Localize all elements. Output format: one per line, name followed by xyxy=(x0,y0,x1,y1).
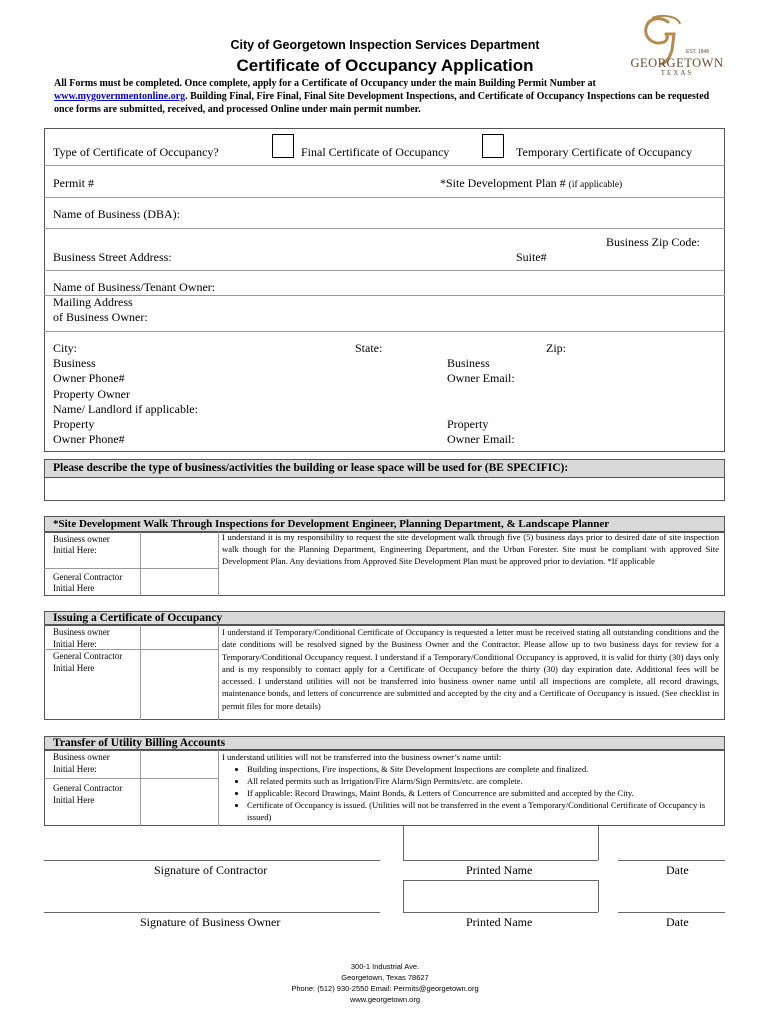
utility-bullet: • Building inspections, Fire inspections, & Site Development Inspections are complete and finalized. xyxy=(247,763,719,775)
property-phone-label-1: Property xyxy=(53,417,95,431)
describe-heading: Please describe the type of business/activities the building or lease space will be used for (BE SPECIFIC): xyxy=(53,462,569,474)
instructions xyxy=(54,77,714,116)
issuing-heading: Issuing a Certificate of Occupancy xyxy=(53,612,223,624)
temp-co-label: Temporary Certificate of Occupancy xyxy=(516,145,693,159)
walk-text: I understand it is my responsibility to request the site development walk through five (5) business days prior to desired date of site inspection walk though for the Planning Department, Engineering Department, and the Urban Forester. Site must be compliant with approved Site Development Plan. Any deviations from Approved Site Development Plan must be approved prior to deviation. *If applicable xyxy=(222,532,719,566)
owner-date-line[interactable] xyxy=(618,912,725,913)
mygov-link[interactable]: www.mygovernmentonline.org xyxy=(54,91,186,102)
utility-gc-label-1: General Contractor xyxy=(53,783,123,793)
utility-owner-initial-field[interactable] xyxy=(141,751,217,777)
property-phone-field[interactable]: Owner Phone# xyxy=(53,432,125,446)
final-co-label: Final Certificate of Occupancy xyxy=(301,145,450,159)
issuing-text: I understand if Temporary/Conditional Certificate of Occupancy is requested a letter must be received stating all outstanding conditions and the date conditions will be resolved signed by the Business Owner and the Contractor. Please allow up to two business days for review for a Temporary/Conditional Occupancy request. I understand if a Temporary/Conditional Occupancy is approved, it is valid for thirty (30) days only and is my responsibly to contact apply for a Certificate of Occupancy before the thirty (30) day expiration date. Additional fees will be accessed. I understand utilities will not be transferred into business owner name until all inspections are complete, all record drawings, maintenance bonds, and letters of concurrence are submitted and accepted by the city and a Certificate of Occupancy is issued. (See checklist in permit files for more details) xyxy=(222,627,719,711)
issuing-owner-initial-field[interactable] xyxy=(141,626,217,648)
property-owner-label-1: Property Owner xyxy=(53,387,130,401)
issuing-owner-label-1: Business owner xyxy=(53,627,110,637)
utility-intro: I understand utilities will not be transferred into the business owner’s name until: xyxy=(222,752,502,762)
site-plan-label: *Site Development Plan # xyxy=(440,176,566,190)
property-email-label-1: Property xyxy=(447,417,489,431)
mailing-address-label-1: Mailing Address xyxy=(53,295,133,309)
property-email-field[interactable]: Owner Email: xyxy=(447,432,515,446)
business-name-field[interactable]: Name of Business (DBA): xyxy=(53,207,180,221)
issuing-gc-initial-field[interactable] xyxy=(141,650,217,719)
utility-gc-initial-field[interactable] xyxy=(141,779,217,825)
permit-field[interactable]: Permit # xyxy=(53,176,94,190)
issuing-gc-label-1: General Contractor xyxy=(53,651,123,661)
temp-co-checkbox[interactable] xyxy=(482,134,504,158)
walk-owner-label-1: Business owner xyxy=(53,534,110,544)
utility-bullet: • All related permits such as Irrigation/Fire Alarm/Sign Permits/etc. are complete. xyxy=(247,775,719,787)
walk-gc-initial-field[interactable] xyxy=(141,569,217,595)
contractor-printed-line[interactable] xyxy=(403,860,598,861)
logo-text: GEORGETOWN xyxy=(630,56,724,70)
walk-owner-label-2: Initial Here: xyxy=(53,545,97,555)
instructions-text-2: . Building Final, Fire Final, Final Site Development Inspections, and Certificate of Occupancy Inspections can be requested once forms are submitted, received, and processed Online under main permit number. xyxy=(54,91,710,115)
final-co-checkbox[interactable] xyxy=(272,134,294,158)
co-type-label: Type of Certificate of Occupancy? xyxy=(53,145,219,159)
site-plan-field[interactable] xyxy=(440,176,622,191)
walk-heading: *Site Development Walk Through Inspections for Development Engineer, Planning Department, & Landscape Planner xyxy=(53,518,610,530)
city-field[interactable]: City: xyxy=(53,341,78,355)
utility-text xyxy=(222,751,719,823)
utility-bullet-list xyxy=(222,763,719,823)
utility-gc-label-2: Initial Here xyxy=(53,795,95,805)
issuing-gc-label-2: Initial Here xyxy=(53,663,95,673)
footer-address-1: 300-1 Industrial Ave. xyxy=(350,962,420,971)
contractor-signature-label: Signature of Contractor xyxy=(154,863,268,877)
mailing-address-field[interactable]: of Business Owner: xyxy=(53,310,148,324)
owner-phone-field[interactable]: Owner Phone# xyxy=(53,371,125,385)
property-owner-field[interactable]: Name/ Landlord if applicable: xyxy=(53,402,198,416)
contractor-date-line[interactable] xyxy=(618,860,725,861)
suite-field[interactable]: Suite# xyxy=(516,250,547,264)
owner-printed-label: Printed Name xyxy=(466,915,533,929)
owner-name-field[interactable]: Name of Business/Tenant Owner: xyxy=(53,280,216,294)
logo-subtext: TEXAS xyxy=(660,69,694,77)
walk-owner-initial-field[interactable] xyxy=(141,533,217,567)
utility-owner-label-2: Initial Here: xyxy=(53,764,97,774)
contractor-printed-label: Printed Name xyxy=(466,863,533,877)
owner-email-field[interactable]: Owner Email: xyxy=(447,371,515,385)
utility-heading: Transfer of Utility Billing Accounts xyxy=(53,737,226,749)
logo-est: EST. 1848 xyxy=(686,49,710,55)
owner-date-label: Date xyxy=(666,915,689,929)
instructions-text-1: All Forms must be completed. Once complete, apply for a Certificate of Occupancy under the main Building Permit Number at xyxy=(54,78,596,89)
footer-contact: Phone: (512) 930-2550 Email: Permits@georgetown.org xyxy=(291,984,479,993)
street-address-field[interactable]: Business Street Address: xyxy=(53,250,172,264)
issuing-owner-label-2: Initial Here: xyxy=(53,639,97,649)
owner-phone-label-1: Business xyxy=(53,356,96,370)
owner-signature-label: Signature of Business Owner xyxy=(140,915,281,929)
site-plan-note: (if applicable) xyxy=(568,180,623,190)
footer-website[interactable]: www.georgetown.org xyxy=(349,995,421,1004)
describe-input[interactable] xyxy=(44,477,725,501)
owner-email-label-1: Business xyxy=(447,356,490,370)
department-name: City of Georgetown Inspection Services Department xyxy=(230,38,540,52)
footer-address-2: Georgetown, Texas 78627 xyxy=(341,973,429,982)
page-title: Certificate of Occupancy Application xyxy=(236,56,534,75)
contractor-date-label: Date xyxy=(666,863,689,877)
contractor-signature-line[interactable] xyxy=(44,860,380,861)
state-field[interactable]: State: xyxy=(355,341,383,355)
owner-signature-line[interactable] xyxy=(44,912,380,913)
zip-code-field[interactable]: Business Zip Code: xyxy=(606,235,701,249)
utility-bullet: • If applicable: Record Drawings, Maint Bonds, & Letters of Concurrence are submitted and accepted by the City. xyxy=(247,787,719,799)
utility-bullet: • Certificate of Occupancy is issued. (Utilities will not be transferred in the event a Temporary/Conditional Certificate of Occupancy is issued) xyxy=(247,799,719,823)
walk-gc-label-2: Initial Here xyxy=(53,583,95,593)
owner-printed-line[interactable] xyxy=(403,912,598,913)
zip-field[interactable]: Zip: xyxy=(546,341,566,355)
utility-owner-label-1: Business owner xyxy=(53,752,110,762)
walk-gc-label-1: General Contractor xyxy=(53,572,123,582)
